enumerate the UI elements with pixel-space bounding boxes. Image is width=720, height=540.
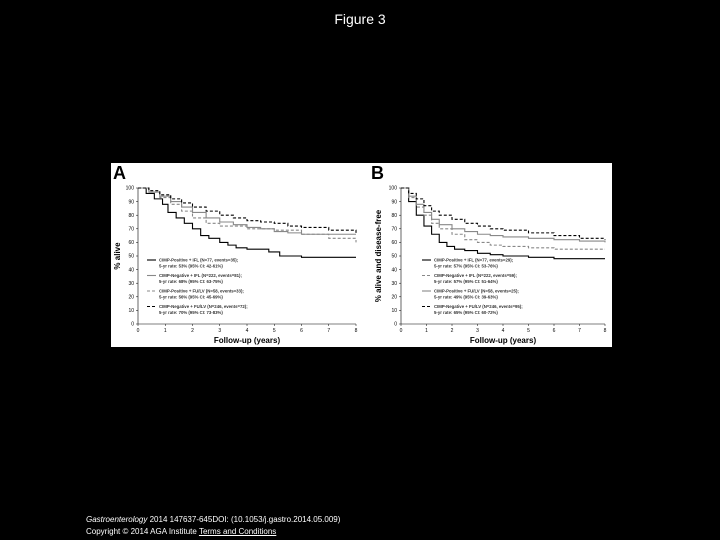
legend	[422, 258, 523, 316]
x-tick-label: 6	[552, 328, 556, 334]
legend-label-rate: 5-yr rate: 49% (95% CI: 39-63%)	[434, 294, 498, 300]
x-tick-label: 6	[300, 328, 303, 334]
y-tick-label: 70	[128, 226, 134, 233]
x-tick-label: 1	[425, 328, 428, 334]
legend-label-rate: 5-yr rate: 70% (95% CI: 73-83%)	[159, 310, 223, 315]
survival-curve-2	[138, 188, 356, 234]
legend-label: CIMP-Positive + IFL (N=77, events=29);	[434, 257, 514, 263]
x-tick-label: 1	[163, 328, 167, 334]
x-tick-label: 7	[578, 328, 581, 334]
legend-label-rate: 5-yr rate: 53% (95% CI: 42-61%)	[159, 263, 223, 269]
y-tick-label: 30	[128, 280, 134, 287]
y-axis-label: % alive and disease-free	[374, 209, 383, 303]
citation-details: 2014 147637-645DOI: (10.1053/j.gastro.2014.05.009)	[147, 515, 341, 524]
y-tick-label: 50	[128, 253, 134, 260]
x-tick-label: 3	[476, 328, 479, 334]
citation-block	[86, 514, 340, 538]
x-tick-label: 8	[603, 328, 607, 334]
panel-b	[371, 163, 607, 345]
y-tick-label: 20	[128, 294, 134, 301]
y-tick-label: 50	[391, 253, 397, 260]
y-tick-label: 20	[391, 294, 397, 301]
x-axis-label: Follow-up (years)	[469, 336, 537, 345]
terms-link[interactable]: Terms and Conditions	[198, 527, 277, 536]
legend-label: CIMP-Positive + FU/LV (N=58, events=33);	[159, 288, 244, 294]
y-tick-label: 0	[131, 321, 134, 328]
legend-label: CIMP-Positive + IFL (N=77, events=35);	[159, 257, 239, 263]
x-tick-label: 7	[327, 328, 331, 334]
y-tick-label: 100	[125, 185, 134, 192]
y-tick-label: 60	[391, 240, 397, 247]
x-tick-label: 3	[218, 328, 222, 334]
legend-label: CIMP-Negative + FU/LV (N=246, events=72);	[159, 304, 248, 309]
y-tick-label: 70	[391, 226, 397, 233]
x-tick-label: 4	[501, 328, 505, 334]
x-tick-label: 5	[272, 328, 276, 334]
x-tick-label: 2	[191, 328, 194, 334]
y-tick-label: 10	[391, 308, 397, 315]
legend-label: CIMP-Negative + IFL (N=222, events=81);	[159, 273, 242, 278]
x-tick-label: 4	[245, 328, 249, 334]
legend-label: CIMP-Negative + FU/LV (N=246, events=95);	[434, 304, 523, 309]
y-tick-label: 30	[391, 280, 397, 287]
x-axis-label: Follow-up (years)	[213, 336, 281, 345]
panel-letter: B	[371, 163, 384, 183]
y-tick-label: 0	[394, 321, 397, 328]
legend-label-rate: 5-yr rate: 68% (95% CI: 63-75%)	[159, 279, 223, 284]
citation-line	[86, 514, 340, 526]
y-tick-label: 40	[128, 267, 134, 274]
y-axis-label: % alive	[113, 242, 122, 270]
x-tick-label: 5	[527, 328, 530, 334]
y-tick-label: 80	[391, 212, 397, 219]
x-tick-label: 8	[354, 328, 358, 334]
slide-title: Figure 3	[334, 11, 386, 27]
y-tick-label: 90	[391, 199, 397, 206]
x-tick-label: 0	[399, 328, 403, 334]
copyright-text: Copyright © 2014 AGA Institute	[86, 527, 197, 536]
legend-label: CIMP-Positive + FU/LV (N=58, events=25);	[434, 288, 519, 294]
panel-letter: A	[113, 163, 126, 183]
legend-label-rate: 5-yr rate: 65% (95% CI: 60-72%)	[434, 310, 498, 315]
x-tick-label: 2	[450, 328, 454, 334]
legend-label-rate: 5-yr rate: 57% (95% CI: 53-76%)	[434, 263, 498, 269]
legend-label-rate: 5-yr rate: 56% (95% CI: 45-69%)	[159, 294, 223, 300]
y-tick-label: 40	[391, 267, 397, 274]
y-tick-label: 90	[128, 199, 134, 206]
legend	[147, 258, 248, 316]
copyright-line	[86, 526, 340, 538]
panel-a	[113, 163, 358, 345]
y-tick-label: 60	[128, 240, 134, 247]
legend-label-rate: 5-yr rate: 57% (95% CI: 51-64%)	[434, 279, 498, 284]
y-tick-label: 80	[128, 212, 134, 219]
figure-3-panel	[111, 163, 612, 347]
km-survival-figure	[111, 163, 612, 347]
citation-journal: Gastroenterology	[86, 515, 148, 524]
y-tick-label: 10	[128, 308, 134, 315]
legend-label: CIMP-Negative + IFL (N=222, events=59);	[434, 273, 517, 278]
y-tick-label: 100	[388, 185, 397, 192]
x-tick-label: 0	[136, 328, 140, 334]
